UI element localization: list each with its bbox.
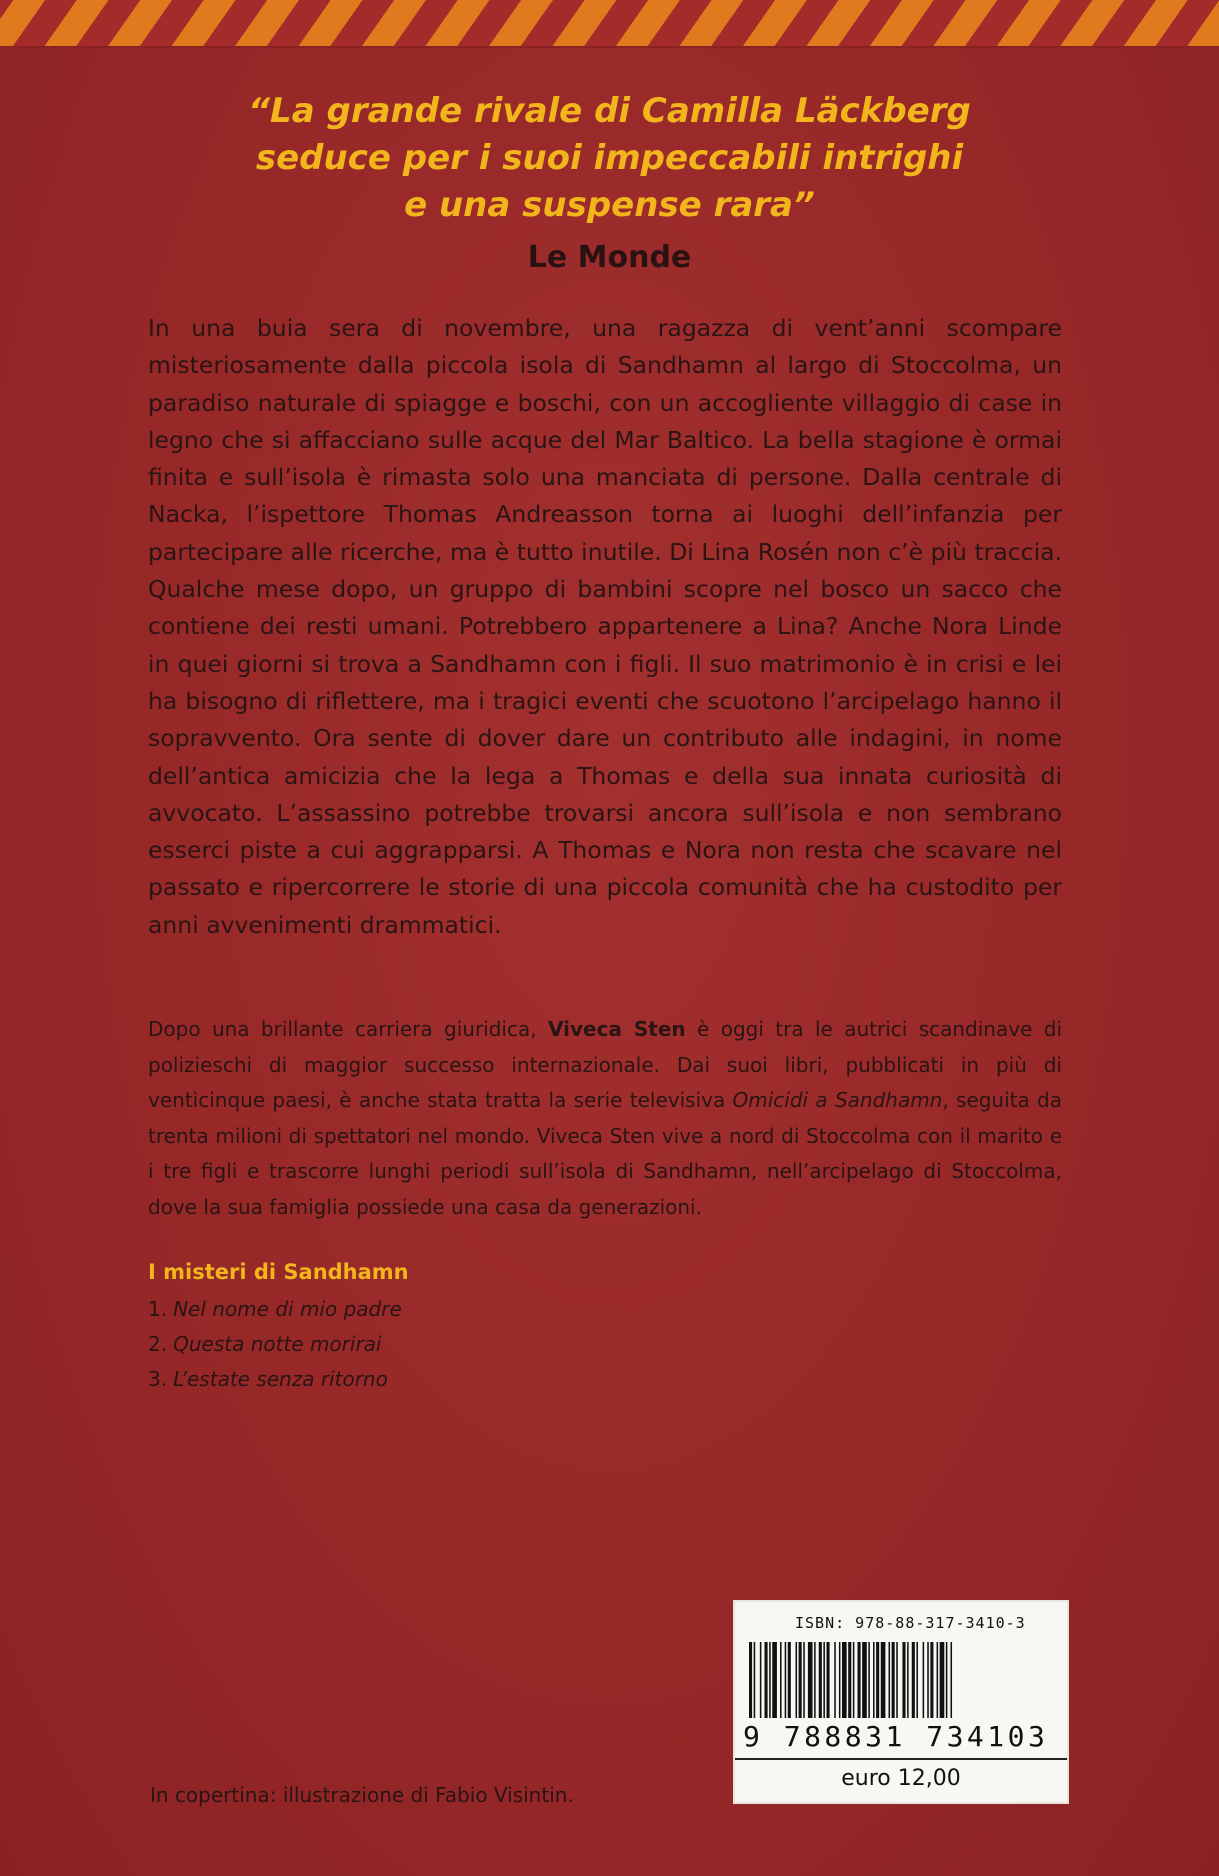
quote-source: Le Monde — [527, 240, 692, 275]
blurb-quote — [0, 88, 1219, 229]
list-item — [148, 1362, 402, 1397]
price-label: euro 12,00 — [841, 1766, 961, 1791]
series-book-list — [148, 1292, 402, 1397]
bio-part2: è oggi tra le autrici scandinave di polizieschi di maggior successo internazionale. Dai suoi libri, pubblicati in più di venticinque paesi, è anche stata tratta la serie televisiva — [148, 1017, 1062, 1112]
barcode-box — [733, 1600, 1069, 1804]
book-title: Nel nome di mio padre — [173, 1297, 402, 1321]
list-item — [148, 1327, 402, 1362]
tv-series-title: Omicidi a Sandhamn — [732, 1088, 943, 1112]
author-bio — [148, 1012, 1062, 1225]
quote-line: e una suspense rara” — [404, 185, 815, 225]
cover-credit: In copertina: illustrazione di Fabio Visintin. — [150, 1783, 574, 1807]
list-item — [148, 1292, 402, 1327]
barcode-digits: 9 788831 734103 — [743, 1720, 1049, 1753]
isbn-label: ISBN: 978-88-317-3410-3 — [795, 1614, 1026, 1632]
book-number: 1. — [148, 1297, 168, 1321]
book-title: L’estate senza ritorno — [173, 1367, 388, 1391]
book-title: Questa notte morirai — [173, 1332, 382, 1356]
bio-part3: , seguita da trenta milioni di spettatori nel mondo. Viveca Sten vive a nord di Stoccolma con il marito e i tre figli e trascorre lunghi periodi sull’isola di Sandhamn, nell’arcipelago di Stoccolma, dove la sua famiglia possiede una casa da generazioni. — [148, 1088, 1063, 1219]
bio-intro: Dopo una brillante carriera giuridica, — [148, 1017, 548, 1041]
divider — [735, 1758, 1067, 1760]
author-name: Viveca Sten — [547, 1017, 686, 1041]
quote-line: “La grande rivale di Camilla Läckberg — [248, 91, 971, 131]
book-number: 3. — [148, 1367, 168, 1391]
series-title: I misteri di Sandhamn — [148, 1260, 409, 1284]
synopsis-text: In una buia sera di novembre, una ragazza di vent’anni scompare misteriosamente dalla piccola isola di Sandhamn al largo di Stoccolma, un paradiso naturale di spiagge e boschi, con un accogliente villaggio di case in legno che si affacciano sulle acque del Mar Baltico. La bella stagione è ormai finita e sull’isola è rimasta solo una manciata di persone. Dalla centrale di Nacka, l’ispettore Thomas Andreasson torna ai luoghi dell’infanzia per partecipare alle ricerche, ma è tutto inutile. Di Lina Rosén non c’è più traccia. Qualche mese dopo, un gruppo di bambini scopre nel bosco un sacco che contiene dei resti umani. Potrebbero appartenere a Lina? Anche Nora Linde in quei giorni si trova a Sandhamn con i figli. Il suo matrimonio è in crisi e lei ha bisogno di riflettere, ma i tragici eventi che scuotono l’arcipelago hanno il sopravvento. Ora sente di dover dare un contributo alle indagini, in nome dell’antica amicizia che la lega a Thomas e della sua innata curiosità di avvocato. L’assassino potrebbe trovarsi ancora sull’isola e non sembrano esserci piste a cui aggrapparsi. A Thomas e Nora non resta che scavare nel passato e ripercorrere le storie di una piccola comunità che ha custodito per anni avvenimenti drammatici. — [148, 314, 1062, 939]
hazard-stripe-band — [0, 0, 1219, 48]
book-number: 2. — [148, 1332, 168, 1356]
quote-line: seduce per i suoi impeccabili intrighi — [255, 138, 964, 178]
barcode-icon — [749, 1642, 1059, 1718]
